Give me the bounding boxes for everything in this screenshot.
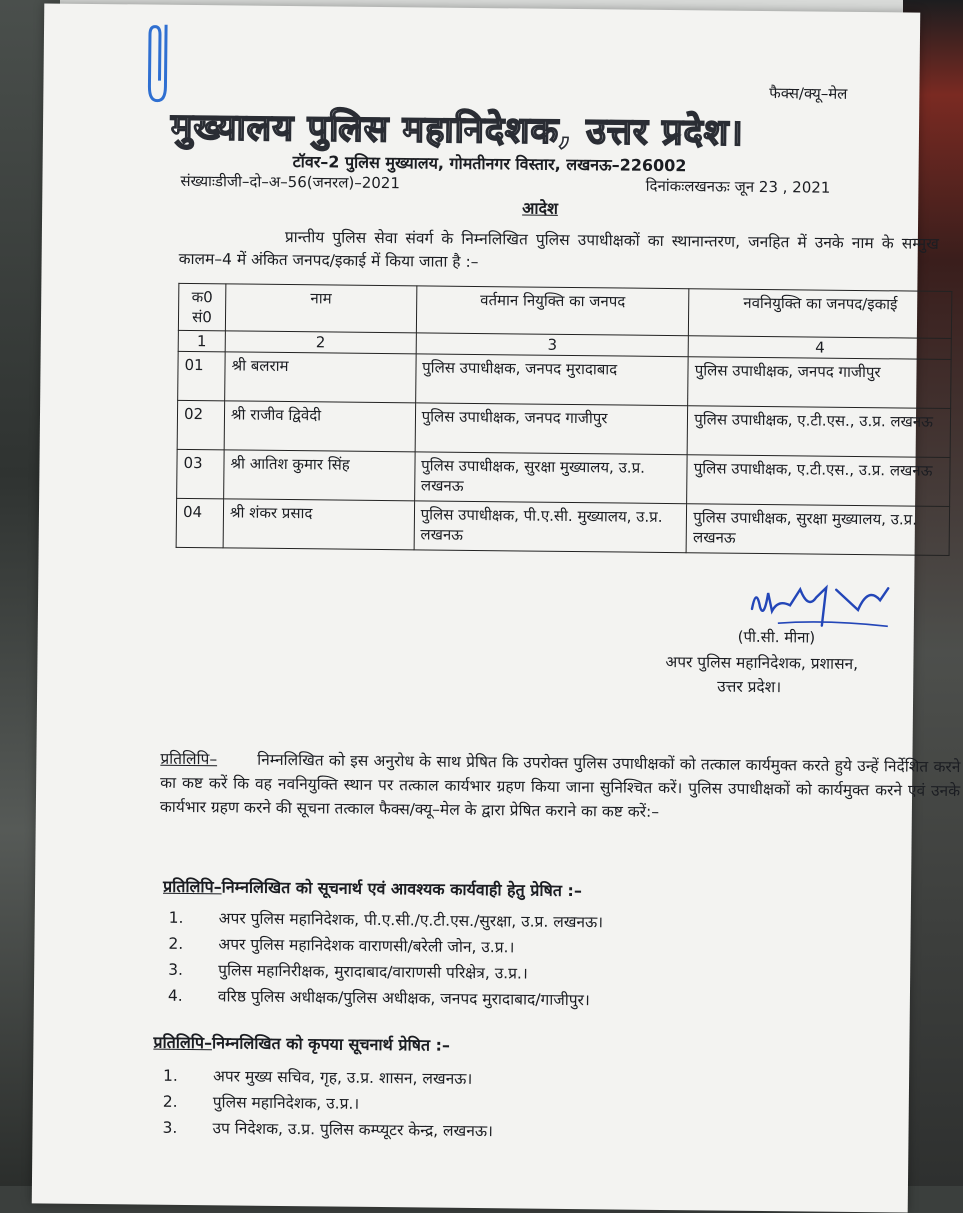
copy-heading-lead: प्रतिलिपि– xyxy=(162,876,222,897)
signatory-name: (पी.सी. मीना) xyxy=(737,627,816,647)
address: टॉवर–2 पुलिस मुख्यालय, गोमतीनगर विस्तार, लखनऊ–226002 xyxy=(292,152,687,176)
copy-list-3 xyxy=(162,1063,493,1144)
cell-name: श्री राजीव द्विवेदी xyxy=(224,401,415,452)
cell-new: पुलिस उपाधीक्षक, ए.टी.एस., उ.प्र. लखनऊ xyxy=(687,455,950,507)
transfer-table xyxy=(176,283,953,556)
cell-new: पुलिस उपाधीक्षक, सुरक्षा मुख्यालय, उ.प्र. लखनऊ xyxy=(686,504,949,556)
document-page xyxy=(32,3,961,1212)
cell-name: श्री बलराम xyxy=(225,352,416,403)
cell-name: श्री शंकर प्रसाद xyxy=(223,499,414,550)
header-sno: क0 सं0 xyxy=(178,283,225,330)
cell-name: श्री आतिश कुमार सिंह xyxy=(224,450,415,501)
copy-heading-2 xyxy=(163,875,582,901)
cell-sno: 04 xyxy=(176,498,223,547)
cell-new: पुलिस उपाधीक्षक, जनपद गाजीपुर xyxy=(688,357,951,409)
table-row xyxy=(177,400,950,457)
reference-number: संख्याःडीजी–दो–अ–56(जनरल)–2021 xyxy=(180,171,401,193)
copy-list-2 xyxy=(168,905,603,1014)
col-number: 3 xyxy=(416,333,689,357)
copy-paragraph xyxy=(160,747,961,827)
list-item: 1. अपर पुलिस महानिदेशक, पी.ए.सी./ए.टी.एस./सुरक्षा, उ.प्र. लखनऊ। xyxy=(168,908,604,932)
copy-heading-lead: प्रतिलिपि– xyxy=(153,1032,213,1053)
table-row xyxy=(178,351,951,408)
list-item: 3. उप निदेशक, उ.प्र. पुलिस कम्प्यूटर केन्द्र, लखनऊ। xyxy=(162,1118,494,1141)
header-name: नाम xyxy=(225,284,416,333)
intro-paragraph: प्रान्तीय पुलिस सेवा संवर्ग के निम्नलिखित पुलिस उपाधीक्षकों का स्थानान्तरण, जनहित में उनके नाम के सम्मुख कालम–4 में अंकित जनपद/इकाई में किया जाता है :– xyxy=(178,227,939,272)
table-row xyxy=(176,498,949,555)
col-number: 2 xyxy=(225,331,416,354)
page-title: आदेश xyxy=(522,198,559,218)
copy-lead: प्रतिलिपि– xyxy=(160,749,218,769)
list-item: 3. पुलिस महानिरीक्षक, मुरादाबाद/वाराणसी परिक्षेत्र, उ.प्र.। xyxy=(168,960,528,983)
masthead: मुख्यालय पुलिस महानिदेशक, उत्तर प्रदेश। xyxy=(170,105,745,154)
cell-current: पुलिस उपाधीक्षक, पी.ए.सी. मुख्यालय, उ.प्र. लखनऊ xyxy=(414,501,687,553)
copy-heading-rest: निम्नलिखित को कृपया सूचनार्थ प्रेषित :– xyxy=(211,1033,451,1055)
paper-clip-icon xyxy=(145,21,172,107)
list-item: 2. पुलिस महानिदेशक, उ.प्र.। xyxy=(162,1092,360,1113)
copy-text: निम्नलिखित को इस अनुरोध के साथ प्रेषित कि उपरोक्त पुलिस उपाधीक्षकों को तत्काल कार्यमुक्त करते हुये उन्हें निर्देशित करने का कष्ट करें कि वह नवनियुक्ति स्थान पर तत्काल कार्यभार ग्रहण किया जाना सुनिश्चित करें। पुलिस उपाधीक्षकों को कार्यमुक्त करने एवं उनके कार्यभार ग्रहण करने की सूचना तत्काल फैक्स/क्यू–मेल के द्वारा प्रेषित कराने का कष्ट करें:– xyxy=(159,750,961,821)
copy-heading-3 xyxy=(153,1031,450,1056)
fax-line: फैक्स/क्यू–मेल xyxy=(769,84,848,103)
col-number: 4 xyxy=(688,336,951,360)
cell-current: पुलिस उपाधीक्षक, सुरक्षा मुख्यालय, उ.प्र. लखनऊ xyxy=(414,452,687,504)
list-item: 1. अपर मुख्य सचिव, गृह, उ.प्र. शासन, लखनऊ। xyxy=(162,1066,473,1088)
list-item: 4. वरिष्ठ पुलिस अधीक्षक/पुलिस अधीक्षक, जनपद मुरादाबाद/गाजीपुर। xyxy=(167,986,590,1010)
col-number: 1 xyxy=(178,330,225,351)
signatory-designation: अपर पुलिस महानिदेशक, प्रशासन, xyxy=(665,652,859,674)
table-row xyxy=(177,449,950,506)
cell-sno: 02 xyxy=(177,400,224,449)
date: दिनांकःलखनऊः जून 23 , 2021 xyxy=(645,176,831,197)
copy-heading-rest: निम्नलिखित को सूचनार्थ एवं आवश्यक कार्यवाही हेतु प्रेषित :– xyxy=(221,877,582,901)
cell-current: पुलिस उपाधीक्षक, जनपद मुरादाबाद xyxy=(415,354,688,406)
cell-sno: 03 xyxy=(177,449,224,498)
header-current: वर्तमान नियुक्ति का जनपद xyxy=(416,286,689,336)
list-item: 2. अपर पुलिस महानिदेशक वाराणसी/बरेली जोन, उ.प्र.। xyxy=(168,934,515,957)
cell-current: पुलिस उपाधीक्षक, जनपद गाजीपुर xyxy=(415,403,688,455)
signatory-state: उत्तर प्रदेश। xyxy=(717,677,782,697)
cell-sno: 01 xyxy=(178,351,225,400)
header-new: नवनियुक्ति का जनपद/इकाई xyxy=(689,289,952,339)
cell-new: पुलिस उपाधीक्षक, ए.टी.एस., उ.प्र. लखनऊ xyxy=(687,406,950,458)
